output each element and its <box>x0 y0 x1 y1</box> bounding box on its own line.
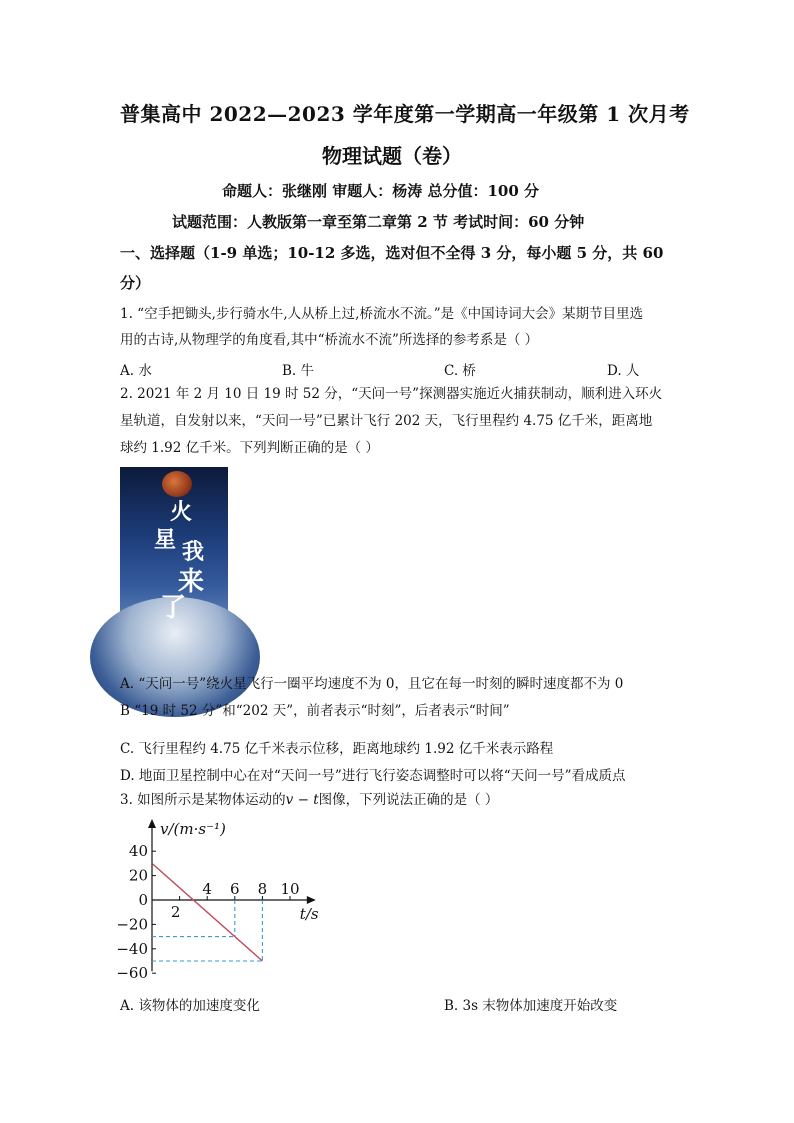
exam-title: 普集高中 2022—2023 学年度第一学期高一年级第 1 次月考 <box>120 102 690 126</box>
poster-char-2: 星 <box>154 527 177 553</box>
q1-stem-line1: 1. “空手把锄头,步行骑水牛,人从桥上过,桥流水不流。”是《中国诗词大会》某期节目里选 <box>120 306 644 322</box>
exam-subtitle: 物理试题（卷） <box>322 144 462 168</box>
mars-planet <box>162 471 192 497</box>
q2-stem-line2: 星轨道，自发射以来，“天问一号”已累计飞行 202 天，飞行里程约 4.75 亿千米，距离地 <box>120 413 653 429</box>
q3-stem <box>120 787 498 813</box>
x-tick-label: 4 <box>202 880 212 898</box>
q1-stem-line2: 用的古诗,从物理学的角度看,其中“桥流水不流”所选择的参考系是（ ） <box>120 332 539 348</box>
poster-char-4: 来 <box>178 567 205 597</box>
vt-graph <box>116 815 350 985</box>
y-tick-label: −60 <box>116 964 148 983</box>
exam-meta-scope: 试题范围：人教版第一章至第二章第 2 节 考试时间：60 分钟 <box>172 213 585 231</box>
poster-char-5: 了 <box>160 593 187 623</box>
series-v-line <box>152 863 262 961</box>
x-tick-label: 8 <box>257 880 268 898</box>
x-tick-label-below: 2 <box>170 903 181 921</box>
y-tick-label: −40 <box>116 939 148 958</box>
y-tick-label: 20 <box>128 866 148 885</box>
q2-stem-line3: 球约 1.92 亿千米。下列判断正确的是（ ） <box>120 440 379 456</box>
x-axis-label: t/s <box>299 905 319 923</box>
q3-option-b: B. 3s 末物体加速度开始改变 <box>444 998 618 1014</box>
q1-option-a: A. 水 <box>120 363 152 379</box>
q2-option-c: C. 飞行里程约 4.75 亿千米表示位移，距离地球约 1.92 亿千米表示路程 <box>120 741 554 757</box>
poster-char-1: 火 <box>170 499 193 525</box>
x-axis-arrow <box>307 896 316 904</box>
mars-poster-image <box>120 467 228 661</box>
q2-option-b: B “19 时 52 分”和“202 天”，前者表示“时刻”，后者表示“时间” <box>120 703 510 719</box>
y-tick-label: 40 <box>128 842 148 861</box>
section-heading: 一、选择题（1-9 单选；10-12 多选，选对但不全得 3 分，每小题 5 分，共 60 <box>120 244 664 262</box>
q1-option-b: B. 牛 <box>282 363 315 379</box>
section-heading-cont: 分） <box>120 274 151 292</box>
exam-meta-authors: 命题人：张继刚 审题人：杨涛 总分值：100 分 <box>222 182 539 200</box>
x-tick-label: 10 <box>280 880 300 898</box>
q2-stem-line1: 2. 2021 年 2 月 10 日 19 时 52 分，“天问一号”探测器实施近火捕获制动，顺利进入环火 <box>120 386 663 402</box>
q3-stem-prefix: 3. 如图所示是某物体运动的 <box>120 792 286 808</box>
q1-option-c: C. 桥 <box>444 363 476 379</box>
poster-char-3: 我 <box>182 539 205 565</box>
q2-option-a: A. “天问一号”绕火星飞行一圈平均速度不为 0，且它在每一时刻的瞬时速度都不为 0 <box>120 676 624 692</box>
q3-stem-math: v − t <box>285 792 319 808</box>
x-tick-label: 6 <box>230 880 240 898</box>
y-tick-label: −20 <box>116 915 148 934</box>
q3-option-a: A. 该物体的加速度变化 <box>120 998 260 1014</box>
q1-option-d: D. 人 <box>607 363 640 379</box>
y-axis-label: v/(m·s⁻¹) <box>160 820 226 838</box>
y-axis-arrow <box>148 819 156 828</box>
q2-option-d: D. 地面卫星控制中心在对“天问一号”进行飞行姿态调整时可以将“天问一号”看成质点 <box>120 768 626 784</box>
q3-stem-suffix: 图像，下列说法正确的是（ ） <box>318 792 499 808</box>
y-tick-label: 0 <box>138 891 148 909</box>
